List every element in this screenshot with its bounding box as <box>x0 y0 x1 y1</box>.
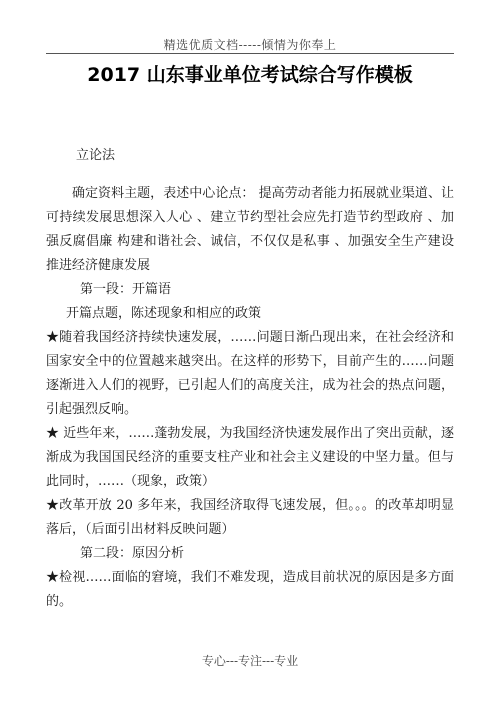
document-body <box>46 134 454 614</box>
paragraph-heading-2: 第二段：原因分析 <box>80 546 185 561</box>
bullet-paragraph-4: ★检视……面临的窘境，我们不难发现，造成目前状况的原因是多方面的。 <box>46 570 454 609</box>
paragraph-subheading-1: 开篇点题，陈述现象和相应的政策 <box>66 306 262 321</box>
page-header: 精选优质文档-----倾情为你奉上 <box>163 38 337 52</box>
page-footer: 专心---专注---专业 <box>201 654 299 668</box>
bullet-paragraph-2: ★ 近些年来，……蓬勃发展，为我国经济快速发展作出了突出贡献，逐渐成为我国国民经济的重要支柱产业和社会主义建设的中坚力量。但与此同时，……（现象，政策） <box>46 426 454 489</box>
paragraph-heading-1: 第一段：开篇语 <box>80 282 172 297</box>
bullet-paragraph-1: ★随着我国经济持续快速发展，……问题日渐凸现出来，在社会经济和国家安全中的位置越来越突出。在这样的形势下，目前产生的……问题逐渐进入人们的视野，已引起人们的高度关注，成为社会的热点问题，引起强烈反响。 <box>46 330 454 417</box>
document-title: 2017 山东事业单位考试综合写作模板 <box>87 64 413 86</box>
intro-paragraph: 确定资料主题，表述中心论点： 提高劳动者能力拓展就业渠道、让可持续发展思想深入人心 、建立节约型社会应先打造节约型政府 、加强反腐倡廉 构建和谐社会、诚信，不仅仅是私事 、加强安全生产建设 推进经济健康发展 <box>46 186 454 273</box>
bullet-paragraph-3: ★改革开放 20 多年来，我国经济取得飞速发展，但。。。的改革却明显落后，（后面引出材料反映问题） <box>46 498 454 537</box>
header-divider <box>46 53 454 54</box>
section-label: 立论法 <box>76 148 116 163</box>
